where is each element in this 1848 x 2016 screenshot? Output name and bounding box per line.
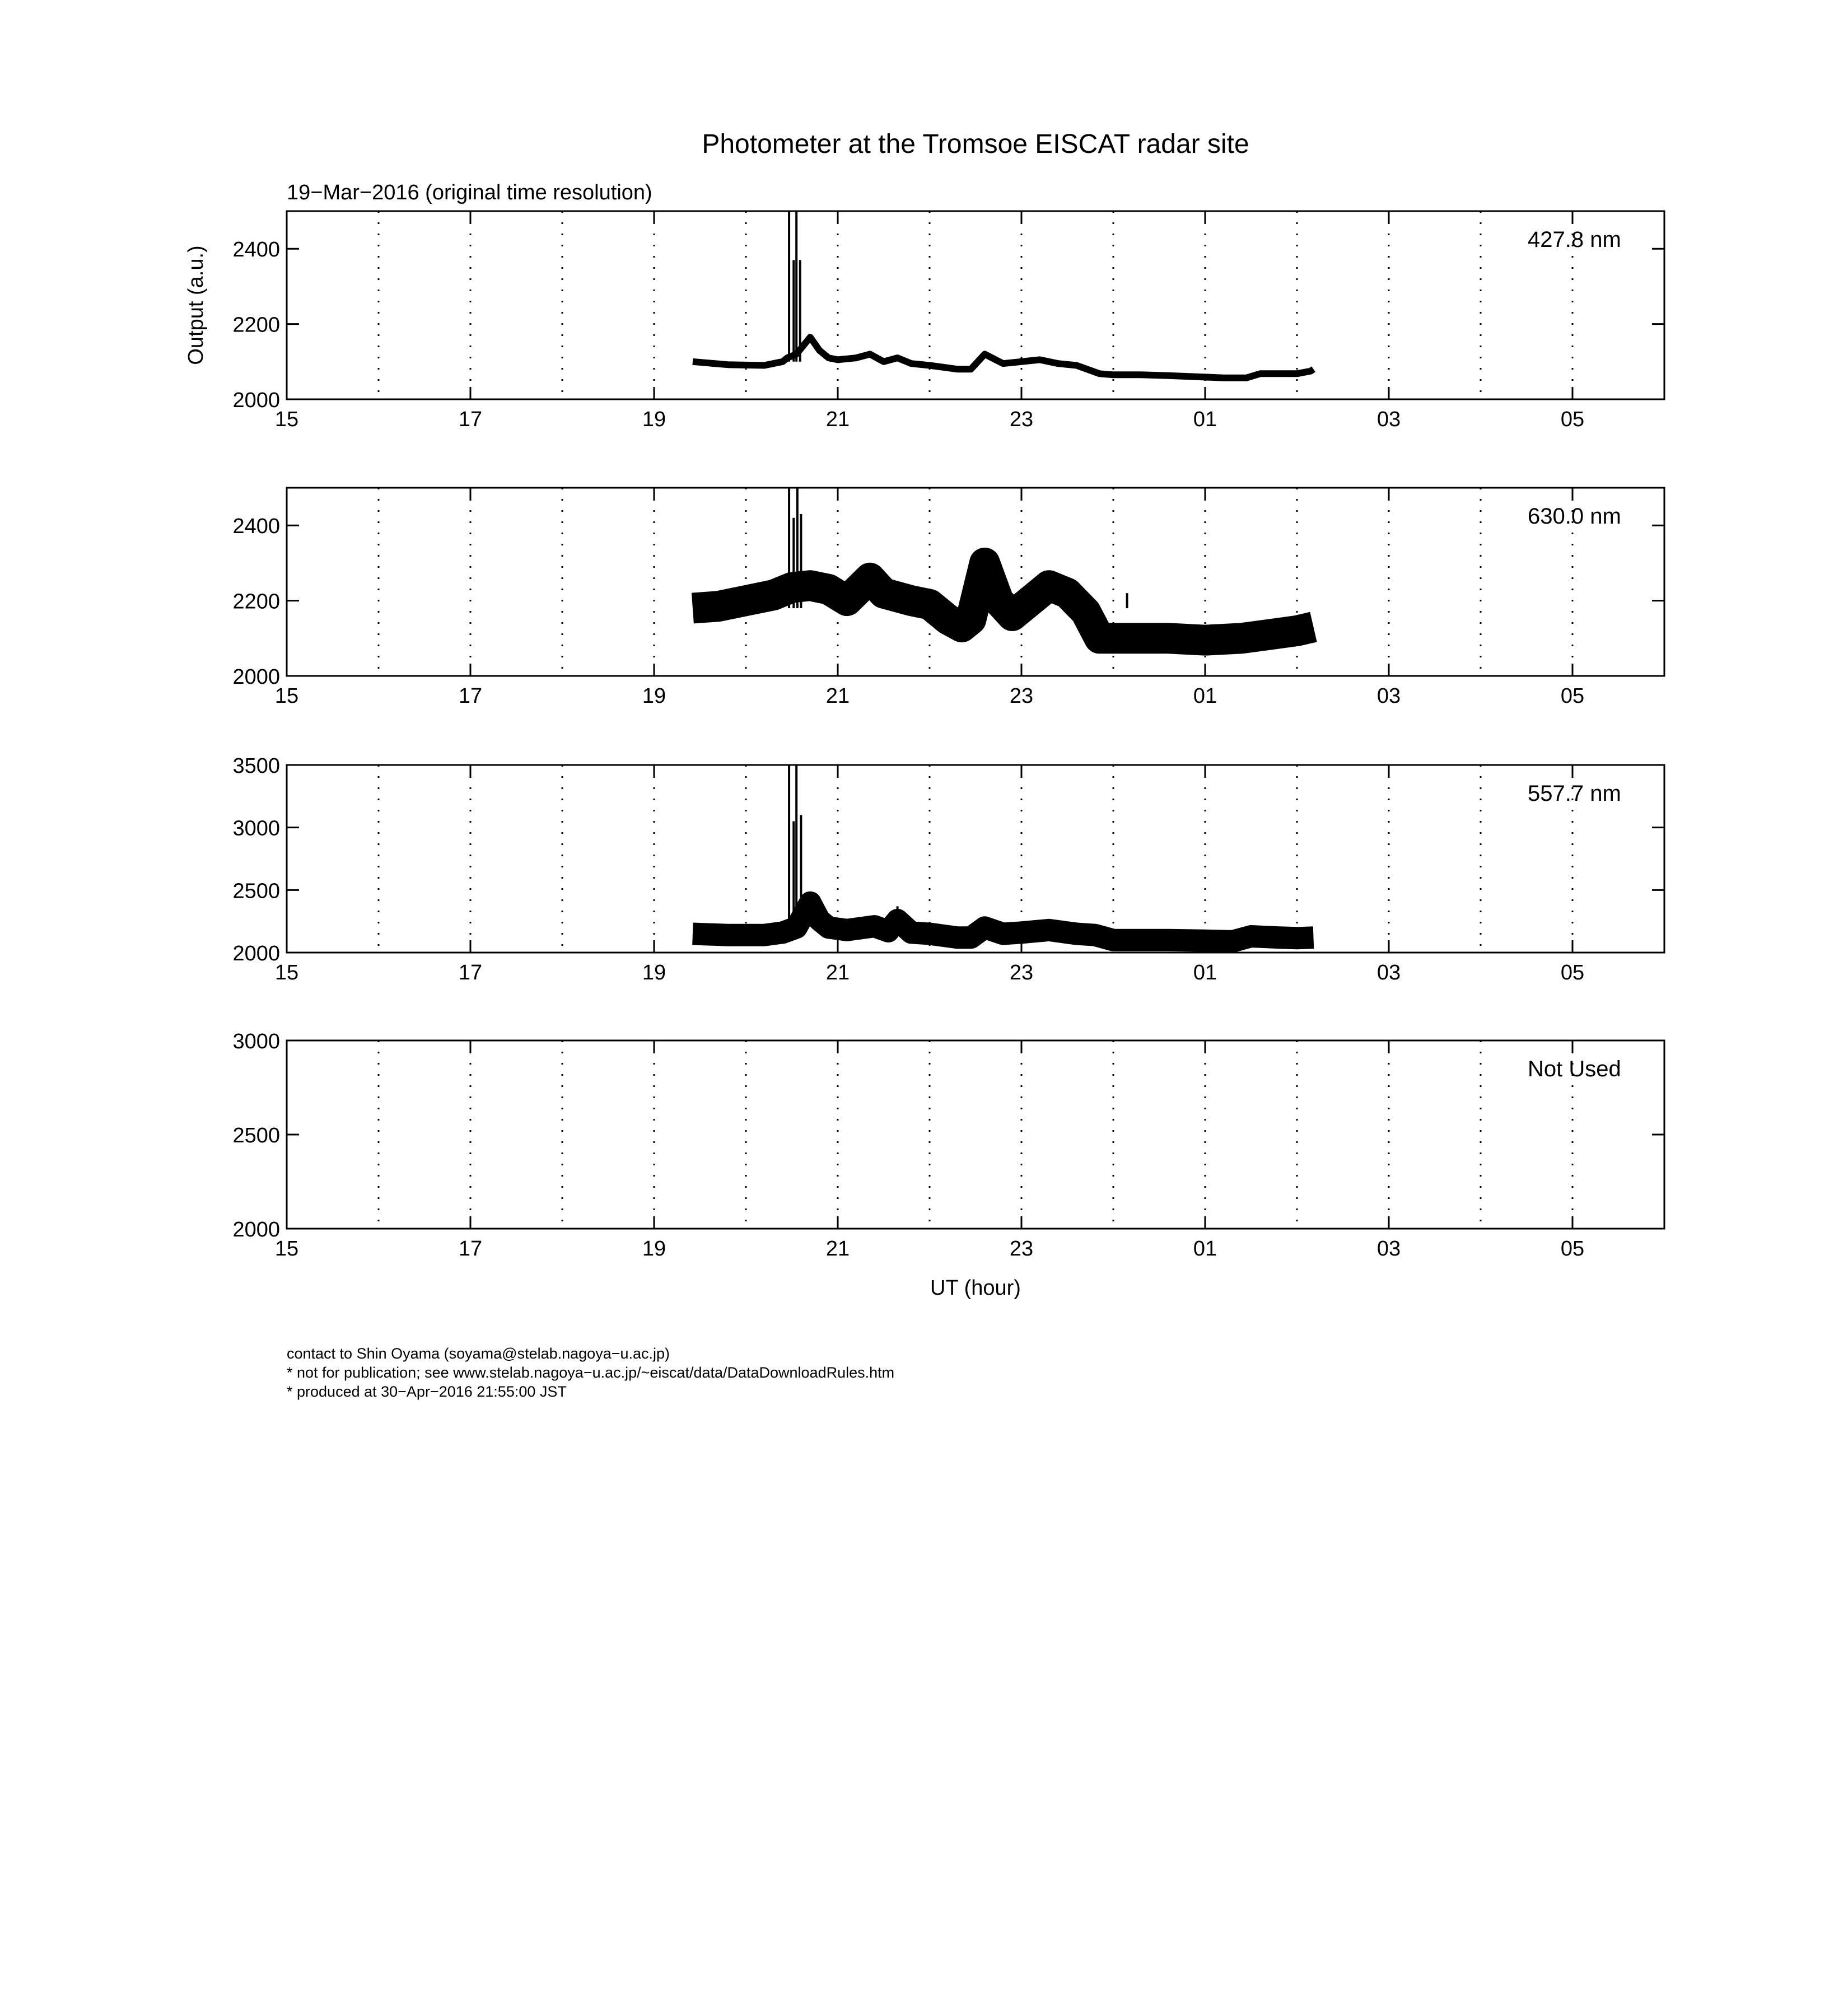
footer-produced-at: * produced at 30−Apr−2016 21:55:00 JST — [287, 1383, 567, 1400]
x-tick-label: 21 — [825, 684, 850, 708]
x-tick-label: 15 — [274, 408, 299, 431]
panels — [232, 211, 1664, 1261]
series-line — [693, 903, 1314, 941]
y-tick-label: 2000 — [232, 389, 280, 412]
series-line — [693, 563, 1314, 640]
x-tick-label: 05 — [1560, 684, 1585, 708]
chart-subtitle: 19−Mar−2016 (original time resolution) — [287, 181, 652, 204]
x-tick-label: 01 — [1193, 961, 1217, 984]
x-tick-label: 23 — [1009, 684, 1034, 708]
x-tick-label: 17 — [458, 961, 483, 984]
x-tick-label: 23 — [1009, 961, 1034, 984]
x-tick-label: 05 — [1560, 961, 1585, 984]
y-tick-label: 3500 — [232, 754, 280, 778]
panel-4 — [232, 1030, 1664, 1261]
x-tick-label: 23 — [1009, 1237, 1034, 1261]
y-tick-label: 2200 — [232, 313, 280, 337]
y-tick-label: 2400 — [232, 238, 280, 262]
y-tick-label: 2000 — [232, 1218, 280, 1242]
y-tick-label: 2000 — [232, 665, 280, 689]
x-tick-label: 17 — [458, 684, 483, 708]
y-tick-label: 2000 — [232, 942, 280, 965]
x-tick-label: 17 — [458, 1237, 483, 1261]
x-tick-label: 03 — [1376, 961, 1401, 984]
x-tick-label: 03 — [1376, 1237, 1401, 1261]
footer-publication-note: * not for publication; see www.stelab.nagoya−u.ac.jp/~eiscat/data/DataDownloadRules.htm — [287, 1364, 895, 1381]
panel-3 — [232, 754, 1664, 984]
x-tick-label: 21 — [825, 961, 850, 984]
y-tick-label: 2200 — [232, 590, 280, 614]
x-tick-label: 19 — [642, 1237, 666, 1261]
channel-label: 630.0 nm — [1528, 504, 1621, 529]
x-tick-label: 17 — [458, 408, 483, 431]
channel-label: 427.8 nm — [1528, 227, 1621, 252]
axes-box — [287, 1040, 1664, 1229]
panel-1 — [232, 211, 1664, 431]
x-tick-label: 03 — [1376, 684, 1401, 708]
x-tick-label: 19 — [642, 408, 666, 431]
x-tick-label: 15 — [274, 684, 299, 708]
footer-contact: contact to Shin Oyama (soyama@stelab.nagoya−u.ac.jp) — [287, 1345, 670, 1362]
x-tick-label: 15 — [274, 1237, 299, 1261]
series-line — [693, 337, 1314, 378]
x-tick-label: 19 — [642, 684, 666, 708]
x-tick-label: 05 — [1560, 1237, 1585, 1261]
x-tick-label: 03 — [1376, 408, 1401, 431]
y-axis-label: Output (a.u.) — [184, 245, 208, 365]
panel-2 — [232, 488, 1664, 708]
x-tick-label: 05 — [1560, 408, 1585, 431]
x-tick-label: 01 — [1193, 684, 1217, 708]
x-tick-label: 01 — [1193, 1237, 1217, 1261]
y-tick-label: 2400 — [232, 515, 280, 539]
y-tick-label: 3000 — [232, 1030, 280, 1053]
channel-label: Not Used — [1528, 1057, 1621, 1081]
y-tick-label: 2500 — [232, 879, 280, 903]
x-tick-label: 21 — [825, 1237, 850, 1261]
x-tick-label: 21 — [825, 408, 850, 431]
x-tick-label: 15 — [274, 961, 299, 984]
x-axis-label: UT (hour) — [930, 1276, 1021, 1300]
footer-notes — [287, 1344, 894, 1401]
channel-label: 557.7 nm — [1528, 781, 1621, 806]
x-tick-label: 01 — [1193, 408, 1217, 431]
x-tick-label: 19 — [642, 961, 666, 984]
chart-title: Photometer at the Tromsoe EISCAT radar site — [702, 129, 1249, 159]
y-tick-label: 2500 — [232, 1124, 280, 1147]
axes-box — [287, 211, 1664, 399]
x-tick-label: 23 — [1009, 408, 1034, 431]
y-tick-label: 3000 — [232, 816, 280, 841]
